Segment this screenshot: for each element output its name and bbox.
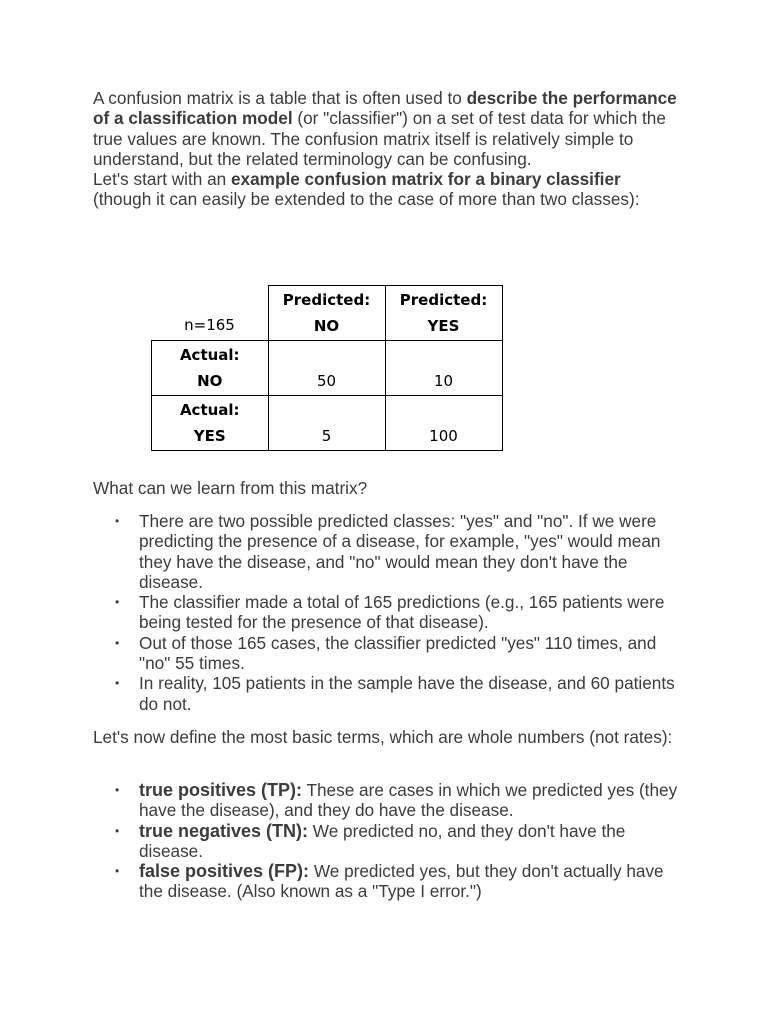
bullet-icon: • [115,595,120,610]
term-label: false positives (FP): [139,861,310,882]
term-label: true positives (TP): [139,780,303,800]
matrix-row-header-yes: Actual: YES [152,396,269,451]
matrix-cell-fp: 10 [385,341,502,396]
intro-text-c: (or "classifier") on a set of test data for which the true values are known. The confusion matrix itself is relatively simple to understand, but the related terminology can be confusing. [93,108,666,169]
example-text-c: (though it can easily be extended to the case of more than two classes): [93,189,640,210]
list-item: • Out of those 165 cases, the classifier predicted "yes" 110 times, and "no" 55 times. [115,632,657,674]
matrix-row-actual-no [152,341,503,396]
matrix-cell-fn: 5 [268,396,385,451]
matrix-n-label: n=165 [184,316,235,334]
example-text-a: Let's start with an [93,169,231,190]
confusion-matrix [151,285,503,451]
bullet-icon: • [115,676,120,691]
matrix-header-row [152,286,503,341]
bullet-icon: • [115,514,120,528]
intro-text-a: A confusion matrix is a table that is often used to [93,88,467,108]
term-description: These are cases in which we predicted yes (they have the disease), and they do have the disease. [139,780,678,821]
term-item-tn [93,821,683,862]
define-paragraph: Let's now define the most basic terms, which are whole numbers (not rates): [93,727,673,747]
matrix-cell-tn: 50 [268,341,385,396]
example-text-bold: example confusion matrix for a binary classifier [230,169,621,190]
confusion-matrix-table [151,285,503,451]
terms-list [93,780,683,902]
term-description: We predicted yes, but they don't actually have the disease. (Also known as a "Type I error.") [139,861,664,902]
matrix-cell-tp: 100 [385,396,502,451]
list-item: • The classifier made a total of 165 predictions (e.g., 165 patients were being tested for the presence of that disease). [115,592,665,633]
bullet-icon: • [115,635,120,650]
matrix-row-header-no: Actual: NO [152,341,269,396]
bullet-icon: • [115,783,120,797]
matrix-col-header-yes: Predicted: YES [385,286,502,341]
intro-text-bold: describe the performance of a classification model [93,88,677,129]
bullet-icon: • [115,864,120,879]
learn-list [93,511,683,714]
term-item-fp [93,861,683,902]
bullet-icon: • [115,823,120,838]
list-item: • In reality, 105 patients in the sample have the disease, and 60 patients do not. [115,673,675,714]
term-description: We predicted no, and they don't have the disease. [139,820,626,861]
matrix-row-actual-yes [152,396,503,451]
example-paragraph [93,169,683,210]
intro-paragraph [93,88,683,169]
term-item-tp [93,780,683,821]
intro-text [93,88,683,210]
term-label: true negatives (TN): [139,820,309,841]
question-heading: What can we learn from this matrix? [93,478,368,498]
list-item: • There are two possible predicted classes: "yes" and "no". If we were predicting the presence of a disease, for example, "yes" would mean they have the disease, and "no" would mean they don't have the disease. [115,511,661,592]
matrix-col-header-no: Predicted: NO [268,286,385,341]
